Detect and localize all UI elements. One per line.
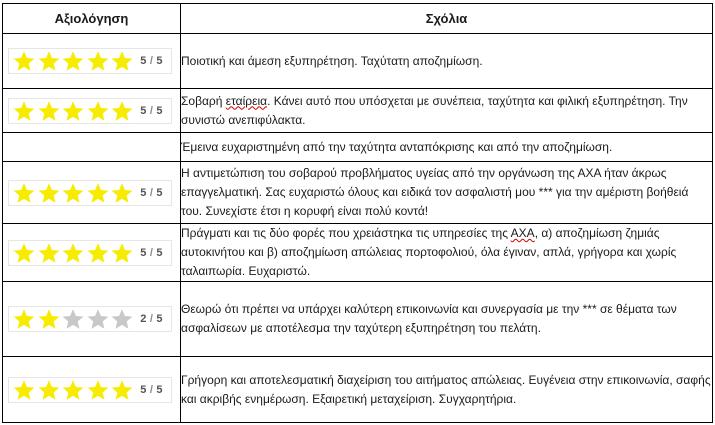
spellcheck-word: ΑΧΑ <box>510 226 535 240</box>
star-filled-icon <box>12 242 36 264</box>
comment-cell <box>181 224 713 282</box>
comment-text: Η αντιμετώπιση του σοβαρού προβλήματος υγείας από την οργάνωση της ΑΧΑ ήταν άκρως επαγγελματική. Σας ευχαριστώ όλους και ειδικά τον ασφαλιστή μου *** για την αμέριστη βοήθειά του. Συνεχίστε έτσι η κορυφή είναι πολύ κοντά! <box>181 166 689 218</box>
table-row <box>3 282 713 357</box>
rating-widget <box>8 240 172 266</box>
comment-part: Σοβαρή <box>181 93 226 108</box>
star-filled-icon <box>37 308 61 330</box>
rating-score <box>140 313 163 325</box>
comment-cell <box>181 89 713 133</box>
rating-cell <box>3 162 181 224</box>
score-value: 5 <box>140 383 147 396</box>
rating-widget <box>8 377 172 403</box>
score-value: 5 <box>140 186 147 199</box>
comment-cell <box>181 133 713 162</box>
rating-cell <box>3 224 181 282</box>
table-row <box>3 357 713 423</box>
rating-column-header: Αξιολόγηση <box>3 4 181 34</box>
star-filled-icon <box>37 100 61 122</box>
star-filled-icon <box>86 379 110 401</box>
star-empty-icon <box>61 308 85 330</box>
rating-cell <box>3 357 181 423</box>
score-value: 2 <box>140 313 147 325</box>
star-empty-icon <box>110 308 134 330</box>
rating-widget <box>8 98 172 124</box>
star-rating <box>12 308 135 330</box>
rating-score <box>140 247 163 259</box>
comment-text: Ποιοτική και άμεση εξυπηρέτηση. Ταχύτατη αποζημίωση. <box>181 53 483 68</box>
score-value: 5 <box>140 104 147 117</box>
rating-score <box>140 55 163 67</box>
table-row <box>3 162 713 224</box>
comment-part: , α) αποζημίωση ζημιάς αυτοκινήτου και β) αποζημίωση απώλειας πορτοφολιού, όλα έγιναν, απλά, γρήγορα και χωρίς ταλαιπωρία. Ευχαριστώ. <box>181 226 677 278</box>
star-filled-icon <box>37 242 61 264</box>
star-rating <box>12 242 135 264</box>
rating-widget <box>8 180 172 206</box>
comment-cell <box>181 34 713 89</box>
star-filled-icon <box>86 100 110 122</box>
star-filled-icon <box>110 379 134 401</box>
score-max: 5 <box>156 313 163 325</box>
score-separator: / <box>149 383 154 396</box>
score-value: 5 <box>140 246 147 259</box>
table-row <box>3 34 713 89</box>
score-max: 5 <box>156 104 163 117</box>
comments-column-header: Σχόλια <box>181 4 713 34</box>
star-filled-icon <box>61 182 85 204</box>
rating-score <box>140 105 163 117</box>
comment-cell <box>181 357 713 423</box>
rating-cell <box>3 34 181 89</box>
star-filled-icon <box>12 379 36 401</box>
rating-widget <box>8 306 172 332</box>
star-filled-icon <box>61 50 85 72</box>
score-separator: / <box>149 186 154 199</box>
star-filled-icon <box>37 182 61 204</box>
comment-text: Γρήγορη και αποτελεσματική διαχείριση του αιτήματος απώλειας. Ευγένεια στην επικοινωνία, σαφής και ακριβής ενημέρωση. Εξαιρετική μεταχείριση. Συγχαρητήρια. <box>181 372 711 406</box>
rating-cell <box>3 282 181 357</box>
score-max: 5 <box>156 246 163 259</box>
star-filled-icon <box>37 379 61 401</box>
spellcheck-word: εταίρεια <box>225 93 268 108</box>
star-filled-icon <box>110 100 134 122</box>
star-filled-icon <box>12 182 36 204</box>
rating-score <box>140 384 163 396</box>
star-rating <box>12 182 135 204</box>
table-row <box>3 224 713 282</box>
star-filled-icon <box>110 242 134 264</box>
comment-cell <box>181 282 713 357</box>
star-filled-icon <box>12 50 36 72</box>
star-filled-icon <box>61 242 85 264</box>
score-separator: / <box>149 313 154 325</box>
star-rating <box>12 379 135 401</box>
star-rating <box>12 50 135 72</box>
rating-cell <box>3 89 181 133</box>
star-filled-icon <box>37 50 61 72</box>
star-filled-icon <box>86 242 110 264</box>
table-row <box>3 89 713 133</box>
comment-text: Έμεινα ευχαριστημένη από την ταχύτητα ανταπόκρισης και από την αποζημίωση. <box>181 139 613 154</box>
comment-text <box>181 94 688 127</box>
reviews-table <box>2 3 713 423</box>
star-filled-icon <box>110 182 134 204</box>
table-row <box>3 133 713 162</box>
comment-cell <box>181 162 713 224</box>
star-filled-icon <box>12 100 36 122</box>
rating-widget <box>8 48 172 74</box>
score-max: 5 <box>156 383 163 396</box>
star-filled-icon <box>61 100 85 122</box>
header-row <box>3 4 713 34</box>
star-empty-icon <box>86 308 110 330</box>
comment-part: . Κάνει αυτό που υπόσχεται με συνέπεια, ταχύτητα και φιλική εξυπηρέτηση. Την συνιστώ ανεπιφύλακτα. <box>181 93 688 127</box>
comment-text: Θεωρώ ότι πρέπει να υπάρχει καλύτερη επικοινωνία και συνεργασία με την *** σε θέματα των ασφαλίσεων με αποτέλεσμα την ταχύτερη εξυπηρέτηση του πελάτη. <box>181 302 677 335</box>
score-value: 5 <box>140 55 147 67</box>
star-filled-icon <box>86 50 110 72</box>
rating-cell-empty <box>3 133 181 162</box>
comment-text <box>181 226 676 278</box>
star-rating <box>12 100 135 122</box>
score-separator: / <box>149 104 154 117</box>
star-filled-icon <box>110 50 134 72</box>
star-filled-icon <box>86 182 110 204</box>
score-separator: / <box>149 246 154 259</box>
rating-score <box>140 187 163 199</box>
star-filled-icon <box>61 379 85 401</box>
score-separator: / <box>149 55 154 67</box>
comment-part: Πράγματι και τις δύο φορές που χρειάστηκα τις υπηρεσίες της <box>181 226 511 240</box>
star-filled-icon <box>12 308 36 330</box>
score-max: 5 <box>156 55 163 67</box>
score-max: 5 <box>156 186 163 199</box>
